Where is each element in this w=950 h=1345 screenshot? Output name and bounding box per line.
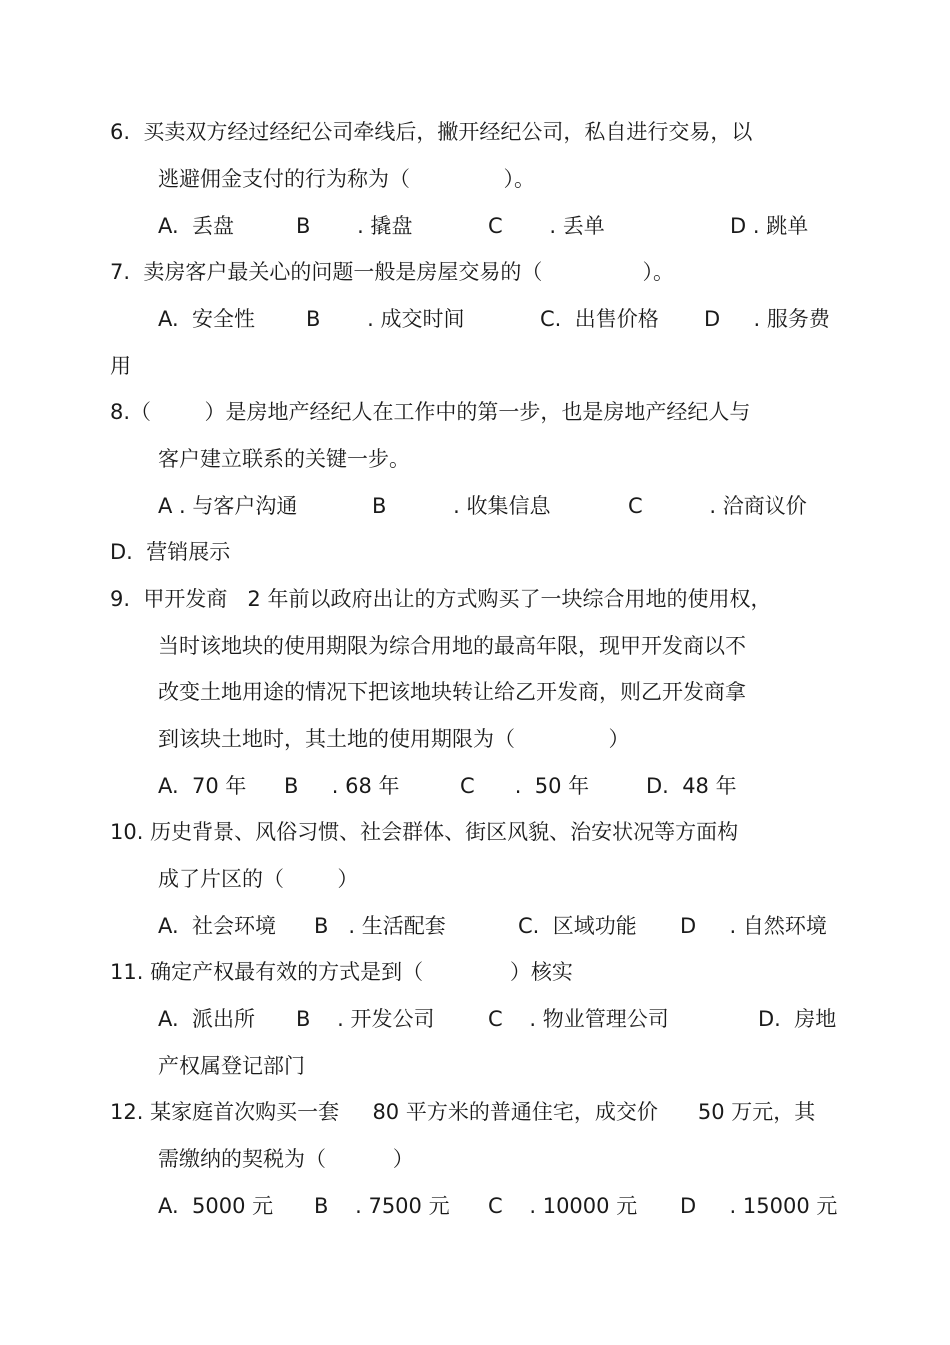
question-7-option-c: C. 出售价格 <box>540 307 659 331</box>
question-9-line-2: 当时该地块的使用期限为综合用地的最高年限，现甲开发商以不 <box>158 634 746 658</box>
question-6-option-a: A. 丢盘 <box>158 214 235 238</box>
question-9-option-b: B . 68 年 <box>284 774 400 798</box>
question-7-line-1: 7. 卖房客户最关心的问题一般是房屋交易的（ ）。 <box>110 260 675 284</box>
question-11-wrap: 产权属登记部门 <box>158 1054 305 1078</box>
question-12-option-c: C . 10000 元 <box>488 1194 638 1218</box>
question-9-option-d: D. 48 年 <box>646 774 737 798</box>
question-9-line-3: 改变土地用途的情况下把该地块转让给乙开发商，则乙开发商拿 <box>158 680 746 704</box>
question-7-option-a: A. 安全性 <box>158 307 256 331</box>
question-8-option-a: A . 与客户沟通 <box>158 494 298 518</box>
question-12-line-1: 12. 某家庭首次购买一套 80 平方米的普通住宅，成交价 50 万元，其 <box>110 1100 816 1124</box>
question-12-option-d: D . 15000 元 <box>680 1194 838 1218</box>
question-9-option-a: A. 70 年 <box>158 774 247 798</box>
question-10-line-2: 成了片区的（ ） <box>158 867 359 891</box>
question-6-option-b: B . 撬盘 <box>296 214 413 238</box>
question-8-line-2: 客户建立联系的关键一步。 <box>158 447 410 471</box>
question-11-line-1: 11. 确定产权最有效的方式是到（ ）核实 <box>110 960 573 984</box>
question-6-option-d: D . 跳单 <box>730 214 809 238</box>
question-12-option-a: A. 5000 元 <box>158 1194 274 1218</box>
question-12-line-2: 需缴纳的契税为（ ） <box>158 1147 414 1171</box>
question-9-line-4: 到该块土地时，其土地的使用期限为（ ） <box>158 727 630 751</box>
question-6-line-1: 6. 买卖双方经过经纪公司牵线后，撇开经纪公司，私自进行交易，以 <box>110 120 753 144</box>
question-6-option-c: C . 丢单 <box>488 214 605 238</box>
question-8-option-c: C . 洽商议价 <box>628 494 807 518</box>
question-9-line-1: 9. 甲开发商 2 年前以政府出让的方式购买了一块综合用地的使用权， <box>110 587 772 611</box>
question-11-option-b: B . 开发公司 <box>296 1007 435 1031</box>
question-10-option-d: D . 自然环境 <box>680 914 827 938</box>
question-7-option-d: D . 服务费 <box>704 307 830 331</box>
question-6-line-2: 逃避佣金支付的行为称为（ ）。 <box>158 167 535 191</box>
question-8-option-b: B . 收集信息 <box>372 494 551 518</box>
question-11-option-c: C . 物业管理公司 <box>488 1007 669 1031</box>
question-10-option-c: C. 区域功能 <box>518 914 637 938</box>
question-8-wrap: D. 营销展示 <box>110 540 231 564</box>
question-10-option-b: B . 生活配套 <box>314 914 446 938</box>
question-10-line-1: 10. 历史背景、风俗习惯、社会群体、街区风貌、治安状况等方面构 <box>110 820 739 844</box>
question-12-option-b: B . 7500 元 <box>314 1194 450 1218</box>
question-7-option-b: B . 成交时间 <box>306 307 465 331</box>
question-9-option-c: C . 50 年 <box>460 774 590 798</box>
question-11-option-a: A. 派出所 <box>158 1007 256 1031</box>
question-11-option-d: D. 房地 <box>758 1007 837 1031</box>
question-10-option-a: A. 社会环境 <box>158 914 277 938</box>
question-8-line-1: 8.（ ）是房地产经纪人在工作中的第一步，也是房地产经纪人与 <box>110 400 751 424</box>
question-7-wrap: 用 <box>110 354 131 378</box>
